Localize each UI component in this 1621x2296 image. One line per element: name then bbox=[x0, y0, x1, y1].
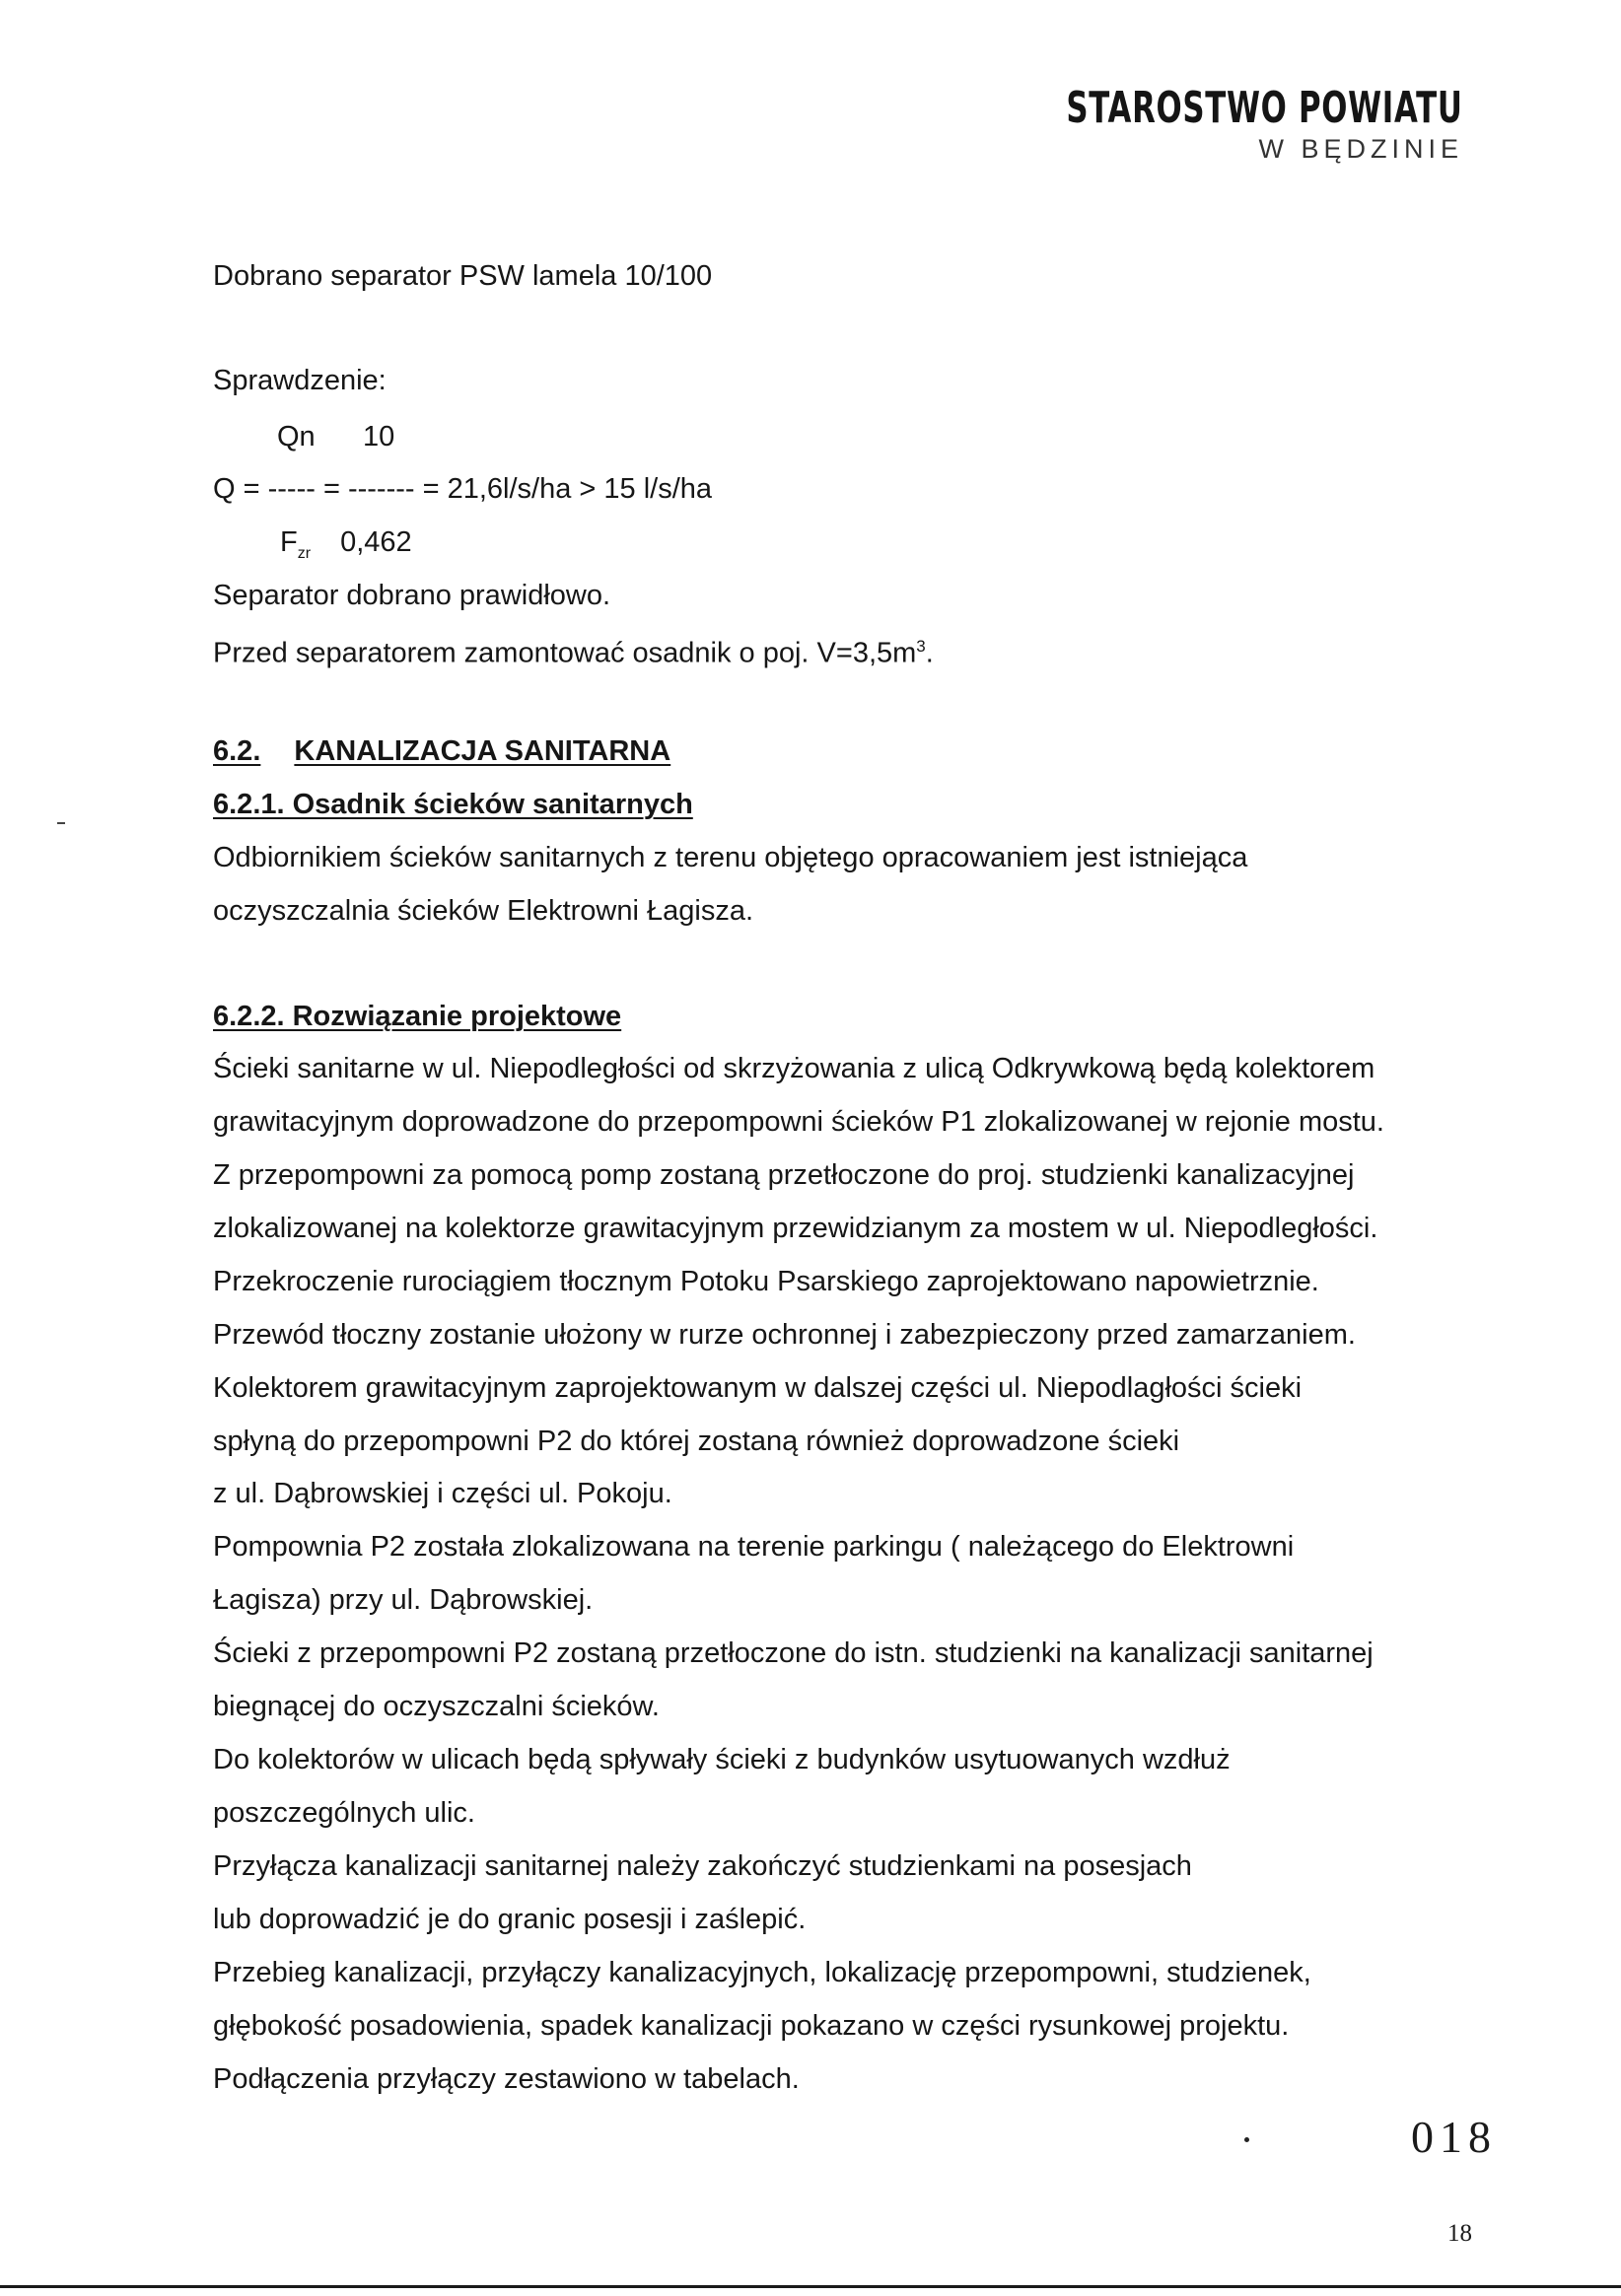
body-line: spłyną do przepompowni P2 do której zostaną również doprowadzone ścieki bbox=[213, 1426, 1180, 1457]
bottom-rule bbox=[0, 2285, 1621, 2288]
scan-mark bbox=[57, 822, 65, 824]
page-number: 18 bbox=[1447, 2220, 1472, 2247]
body-line: z ul. Dąbrowskiej i części ul. Pokoju. bbox=[213, 1478, 672, 1509]
body-line: biegnącej do oczyszczalni ścieków. bbox=[213, 1691, 660, 1722]
note-text: Przed separatorem zamontować osadnik o poj. V=3,5m bbox=[213, 637, 917, 669]
equation-numerator: Qn 10 bbox=[277, 421, 395, 452]
body-line: poszczególnych ulic. bbox=[213, 1797, 475, 1829]
note-superscript: 3 bbox=[916, 637, 926, 656]
body-line: Przekroczenie rurociągiem tłocznym Potoku Psarskiego zaprojektowano napowietrznie. bbox=[213, 1266, 1319, 1297]
body-line: zlokalizowanej na kolektorze grawitacyjnym przewidzianym za mostem w ul. Niepodległości. bbox=[213, 1213, 1378, 1244]
stamp-line-1: STAROSTWO POWIATU bbox=[1066, 83, 1463, 133]
subsection-1-line: oczyszczalnia ścieków Elektrowni Łagisza. bbox=[213, 895, 753, 927]
note-end: . bbox=[925, 637, 934, 669]
body-line: Ścieki sanitarne w ul. Niepodległości od skrzyżowania z ulicą Odkrywkową będą kolektorem bbox=[213, 1053, 1375, 1084]
body-line: Pompownia P2 została zlokalizowana na terenie parkingu ( należącego do Elektrowni bbox=[213, 1531, 1295, 1563]
office-stamp bbox=[896, 83, 1463, 165]
section-heading bbox=[213, 733, 670, 769]
denominator-symbol: F bbox=[280, 526, 298, 558]
section-number: 6.2. bbox=[213, 735, 261, 767]
intro-text: Dobrano separator PSW lamela 10/100 bbox=[213, 260, 713, 292]
body-line: lub doprowadzić je do granic posesji i zaślepić. bbox=[213, 1904, 807, 1935]
page-code: 018 bbox=[1411, 2112, 1497, 2162]
body-line: Z przepompowni za pomocą pomp zostaną przetłoczone do proj. studzienki kanalizacyjnej bbox=[213, 1159, 1355, 1191]
subsection-1-heading: 6.2.1. Osadnik ścieków sanitarnych bbox=[213, 789, 693, 820]
body-line: grawitacyjnym doprowadzone do przepompowni ścieków P1 zlokalizowanej w rejonie mostu. bbox=[213, 1106, 1384, 1138]
section-title: KANALIZACJA SANITARNA bbox=[294, 735, 671, 767]
body-line: Łagisza) przy ul. Dąbrowskiej. bbox=[213, 1584, 594, 1616]
denominator-value: 0,462 bbox=[340, 526, 412, 558]
body-line: Ścieki z przepompowni P2 zostaną przetłoczone do istn. studzienki na kanalizacji sanitarnej bbox=[213, 1637, 1374, 1669]
body-line: Przewód tłoczny zostanie ułożony w rurze ochronnej i zabezpieczony przed zamarzaniem. bbox=[213, 1319, 1356, 1351]
body-line: Do kolektorów w ulicach będą spływały ścieki z budynków usytuowanych wzdłuż bbox=[213, 1744, 1231, 1775]
body-line: Kolektorem grawitacyjnym zaprojektowanym w dalszej części ul. Niepodlagłości ścieki bbox=[213, 1372, 1303, 1404]
subsection-2-heading: 6.2.2. Rozwiązanie projektowe bbox=[213, 1001, 622, 1032]
equation-line: Q = ----- = ------- = 21,6l/s/ha > 15 l/s/ha bbox=[213, 473, 713, 505]
stamp-line-2: W BĘDZINIE bbox=[1258, 134, 1463, 164]
check-result: Separator dobrano prawidłowo. bbox=[213, 580, 611, 611]
denominator-subscript: zr bbox=[297, 545, 312, 562]
body-line: Przebieg kanalizacji, przyłączy kanalizacyjnych, lokalizację przepompowni, studzienek, bbox=[213, 1957, 1311, 1988]
equation-denominator bbox=[280, 524, 412, 572]
check-note bbox=[213, 629, 934, 671]
body-line: Podłączenia przyłączy zestawiono w tabelach. bbox=[213, 2063, 800, 2095]
scan-dot bbox=[1244, 2137, 1249, 2142]
body-line: Przyłącza kanalizacji sanitarnej należy zakończyć studzienkami na posesjach bbox=[213, 1850, 1192, 1882]
body-line: głębokość posadowienia, spadek kanalizacji pokazano w części rysunkowej projektu. bbox=[213, 2010, 1290, 2042]
check-label: Sprawdzenie: bbox=[213, 365, 387, 396]
subsection-1-line: Odbiornikiem ścieków sanitarnych z terenu objętego opracowaniem jest istniejąca bbox=[213, 842, 1248, 873]
